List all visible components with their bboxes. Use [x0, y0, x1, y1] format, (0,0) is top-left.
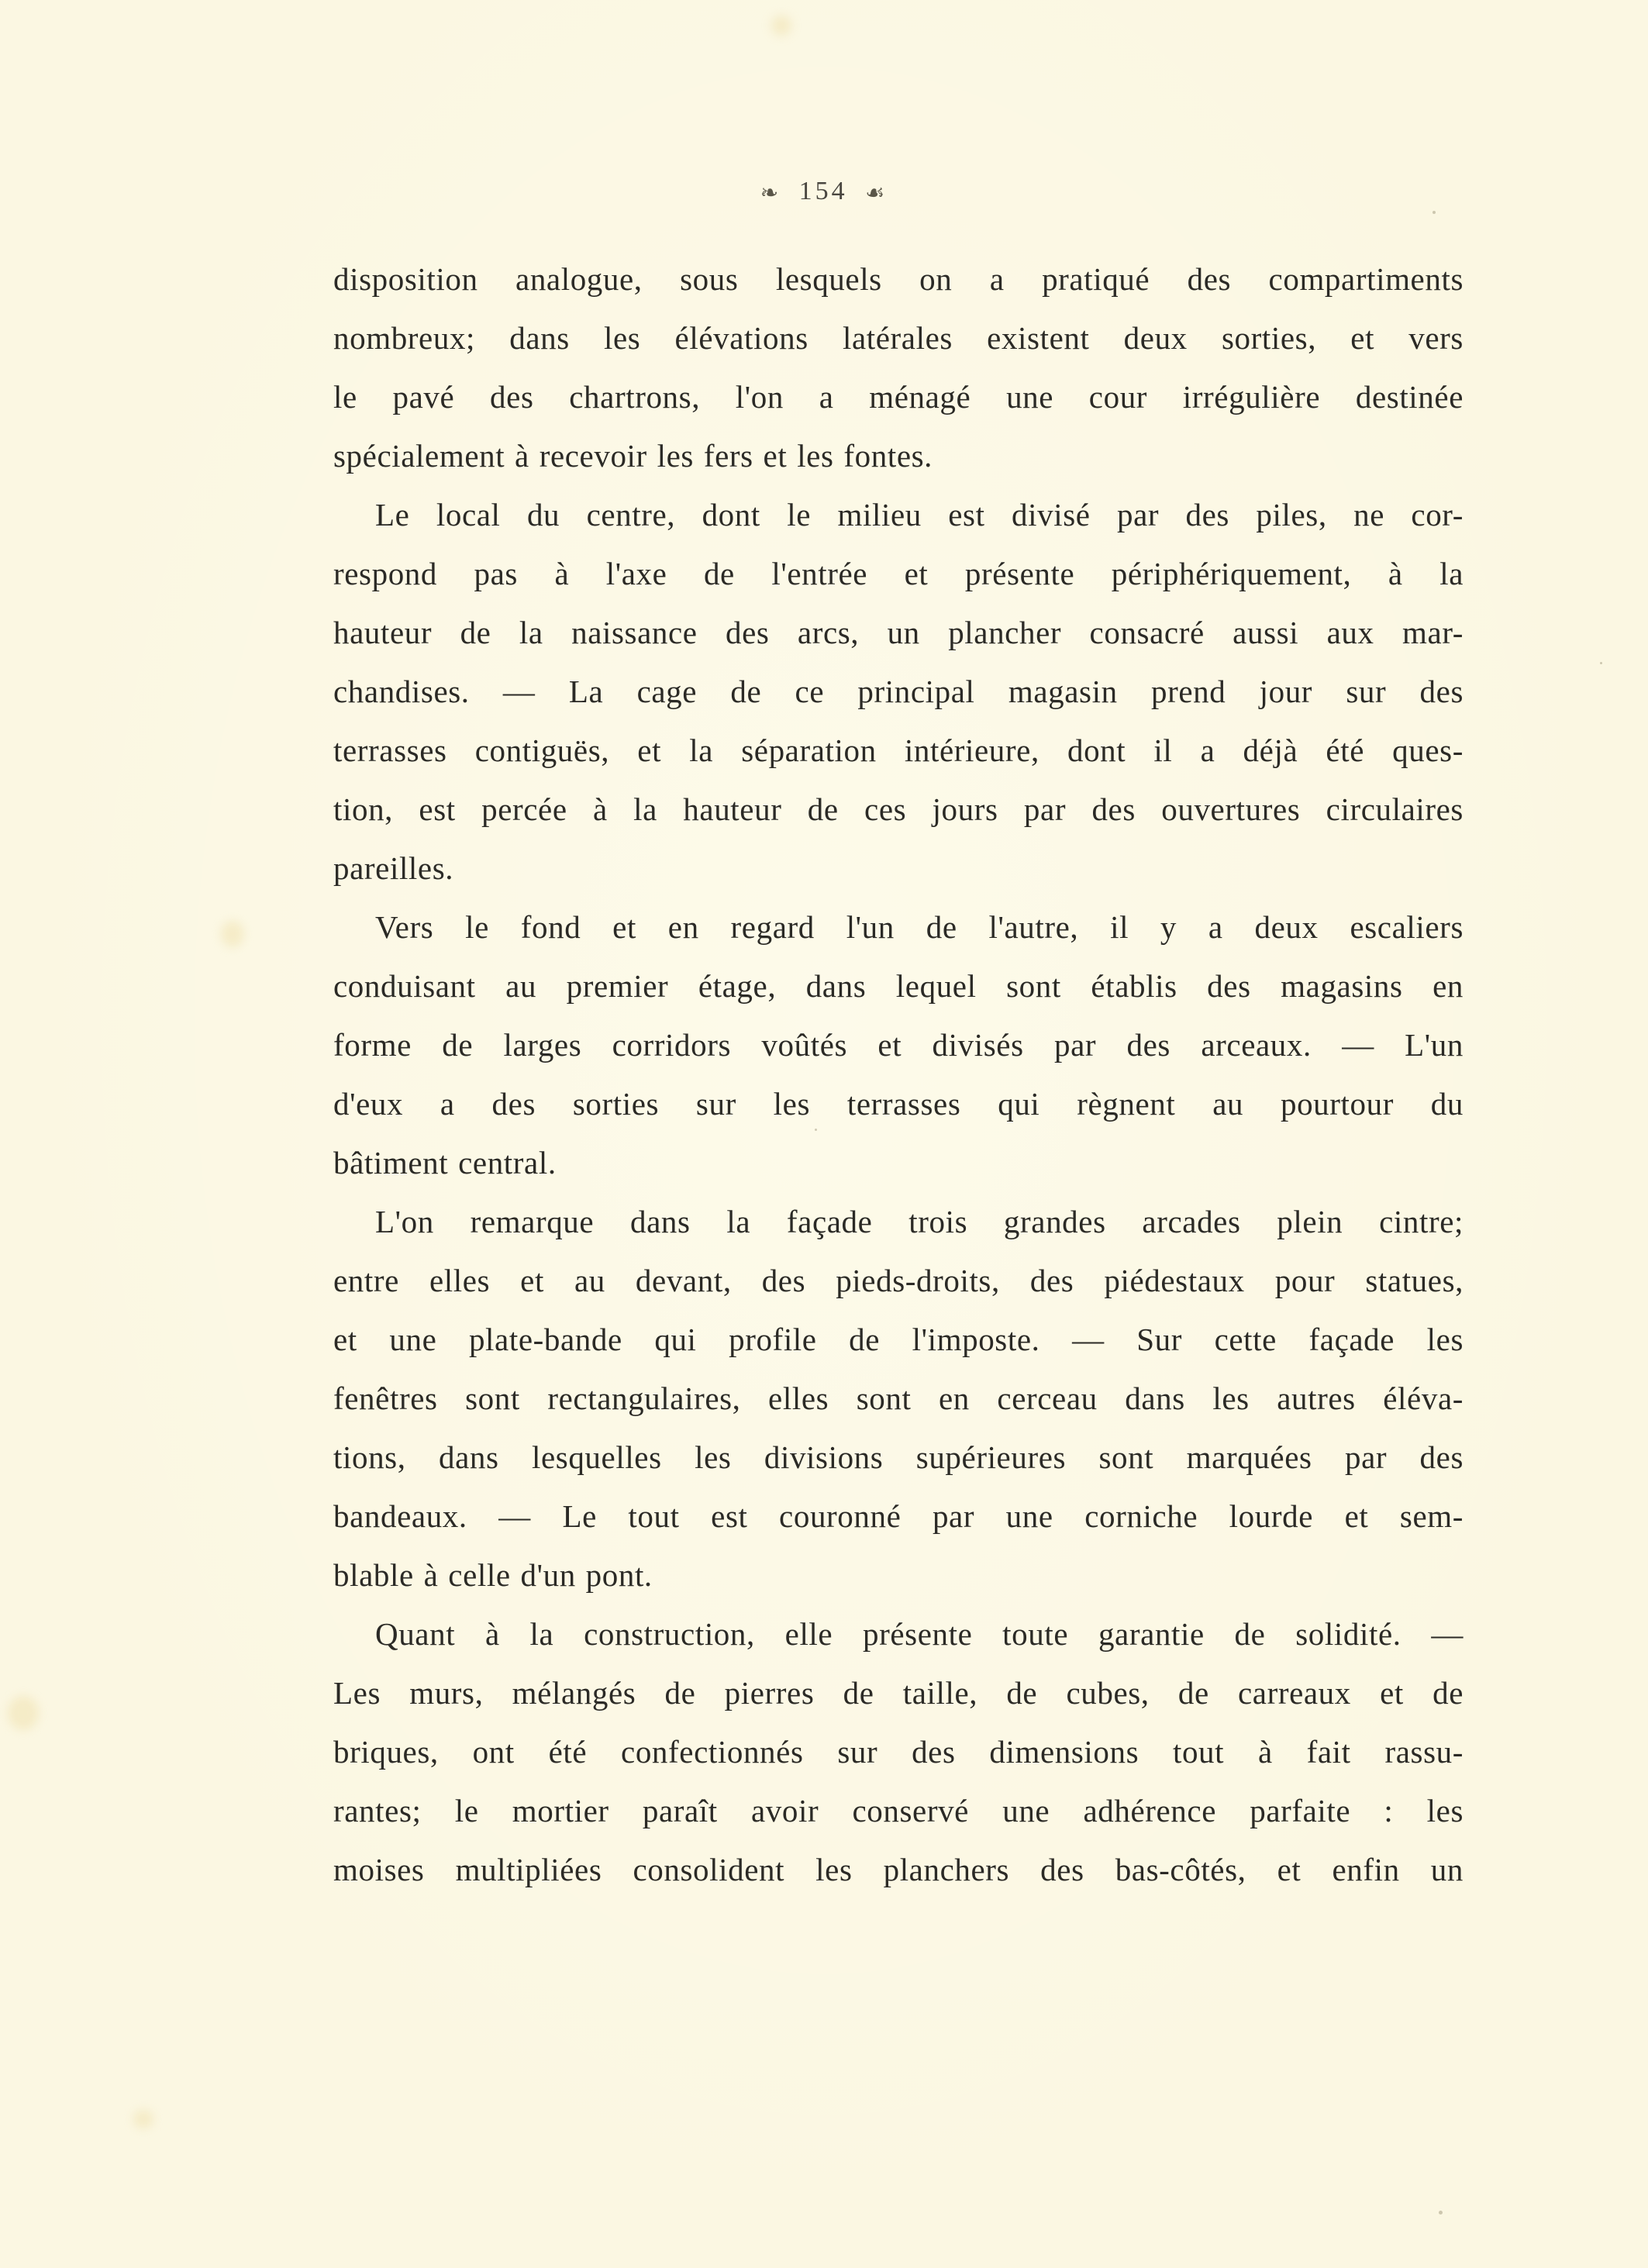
text-line: respond pas à l'axe de l'entrée et présente périphériquement, à la [333, 556, 1464, 591]
text-line: nombreux; dans les élévations latérales existent deux sorties, et vers [333, 320, 1464, 356]
text-line: Le local du centre, dont le milieu est divisé par des piles, ne cor- [375, 497, 1464, 533]
page-number: 154 [798, 177, 848, 205]
text-line: chandises. — La cage de ce principal magasin prend jour sur des [333, 674, 1464, 709]
paper-stain [8, 1696, 39, 1730]
paper-speck [1600, 662, 1602, 664]
paper-stain [771, 16, 791, 36]
text-line: Vers le fond et en regard l'un de l'autre, il y a deux escaliers [375, 909, 1464, 945]
page-header [0, 177, 1648, 206]
text-line: hauteur de la naissance des arcs, un plancher consacré aussi aux mar- [333, 615, 1464, 650]
text-line: blable à celle d'un pont. [333, 1557, 653, 1593]
text-line: briques, ont été confectionnés sur des dimensions tout à fait rassu- [333, 1734, 1464, 1770]
ornament-right-icon: ☙ [865, 181, 888, 206]
text-line: terrasses contiguës, et la séparation intérieure, dont il a déjà été ques- [333, 732, 1464, 768]
text-line: d'eux a des sorties sur les terrasses qui règnent au pourtour du [333, 1086, 1464, 1122]
text-line: tions, dans lesquelles les divisions supérieures sont marquées par des [333, 1439, 1464, 1475]
text-line: et une plate-bande qui profile de l'imposte. — Sur cette façade les [333, 1322, 1464, 1357]
text-line: spécialement à recevoir les fers et les fontes. [333, 438, 933, 474]
ornament-left-icon: ❧ [760, 181, 782, 206]
text-line: rantes; le mortier paraît avoir conservé une adhérence parfaite : les [333, 1793, 1464, 1829]
paper-stain [221, 921, 244, 947]
text-line: bandeaux. — Le tout est couronné par une corniche lourde et sem- [333, 1498, 1464, 1534]
text-line: fenêtres sont rectangulaires, elles sont en cerceau dans les autres éléva- [333, 1380, 1464, 1416]
text-line: pareilles. [333, 850, 454, 886]
paper-stain [133, 2110, 153, 2128]
text-line: bâtiment central. [333, 1145, 557, 1181]
text-line: entre elles et au devant, des pieds-droits, des piédestaux pour statues, [333, 1263, 1464, 1298]
paper-speck [1433, 211, 1436, 214]
text-line: L'on remarque dans la façade trois grandes arcades plein cintre; [375, 1204, 1464, 1239]
text-line: tion, est percée à la hauteur de ces jours par des ouvertures circulaires [333, 791, 1464, 827]
text-line: Quant à la construction, elle présente toute garantie de solidité. — [375, 1616, 1464, 1652]
paper-speck [1439, 2211, 1443, 2215]
text-line: moises multipliées consolident les planchers des bas-côtés, et enfin un [333, 1852, 1464, 1887]
text-line: disposition analogue, sous lesquels on a pratiqué des compartiments [333, 261, 1464, 297]
text-line: le pavé des chartrons, l'on a ménagé une cour irrégulière destinée [333, 379, 1464, 415]
page-body-text [333, 250, 1464, 1899]
text-line: Les murs, mélangés de pierres de taille, de cubes, de carreaux et de [333, 1675, 1464, 1711]
text-line: forme de larges corridors voûtés et divisés par des arceaux. — L'un [333, 1027, 1464, 1063]
text-line: conduisant au premier étage, dans lequel sont établis des magasins en [333, 968, 1464, 1004]
